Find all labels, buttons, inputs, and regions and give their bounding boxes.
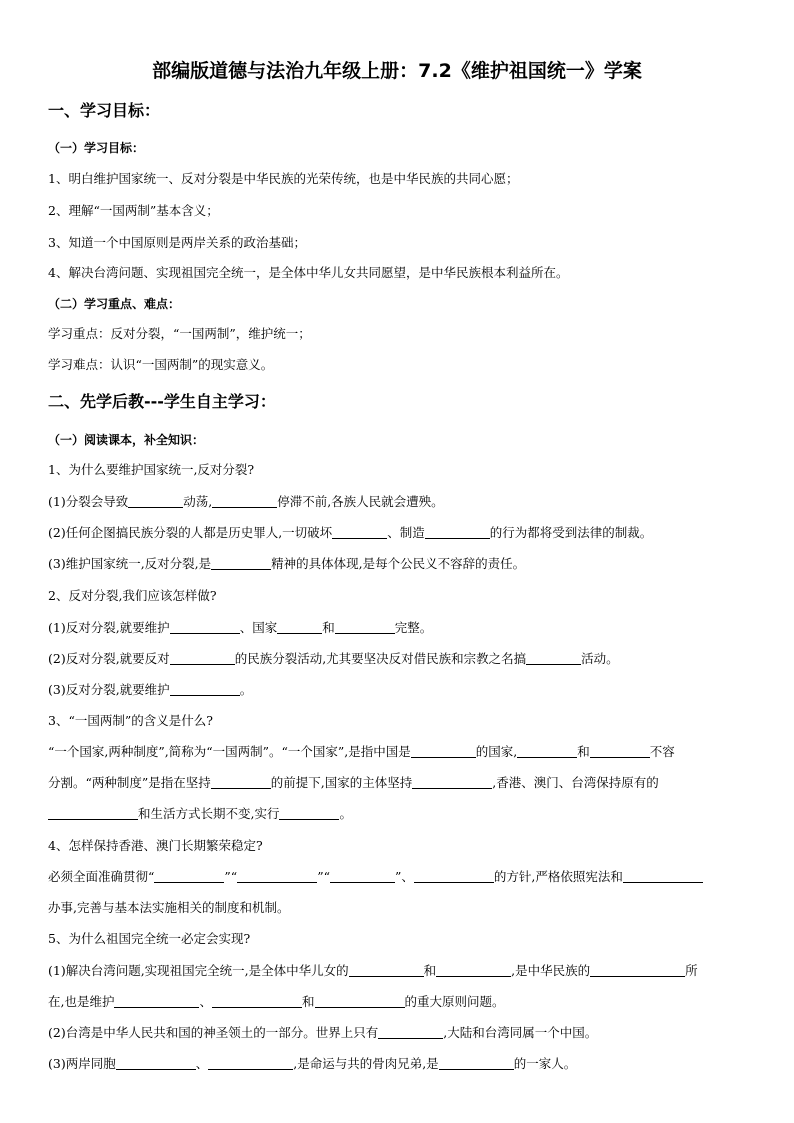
question-5-item-3: (3)两岸同胞 、 ,是命运与共的骨肉兄弟,是 的一家人。 — [48, 1056, 577, 1071]
fill-blank[interactable] — [590, 745, 650, 758]
question-1-item-3: (3)维护国家统一,反对分裂,是 精神的具体体现,是每个公民义不容辞的责任。 — [48, 556, 526, 571]
subheading-read-textbook: （一）阅读课本，补全知识： — [48, 433, 205, 447]
fill-blank[interactable] — [279, 807, 339, 820]
fill-blank[interactable] — [48, 807, 138, 820]
fill-blank[interactable] — [212, 995, 302, 1008]
fill-blank[interactable] — [211, 557, 271, 570]
fill-blank[interactable] — [208, 1057, 293, 1070]
fill-blank[interactable] — [116, 1057, 196, 1070]
goal-item-1: 1、明白维护国家统一、反对分裂是中华民族的光荣传统，也是中华民族的共同心愿； — [48, 171, 519, 186]
fill-blank[interactable] — [114, 995, 199, 1008]
question-4-line-2: 办事,完善与基本法实施相关的制度和机制。 — [48, 900, 290, 915]
question-3-line-2: 分割。“两种制度”是指在坚持 的前提下,国家的主体坚持 ,香港、澳门、台湾保持原有的 — [48, 775, 659, 790]
fill-blank[interactable] — [170, 683, 240, 696]
question-1: 1、为什么要维护国家统一,反对分裂? — [48, 462, 255, 477]
difficult-point-text: 学习难点：认识“一国两制”的现实意义。 — [48, 357, 274, 372]
fill-blank[interactable] — [378, 1026, 443, 1039]
fill-blank[interactable] — [212, 495, 277, 508]
fill-blank[interactable] — [170, 652, 235, 665]
question-4: 4、怎样保持香港、澳门长期繁荣稳定? — [48, 838, 263, 853]
question-3: 3、“一国两制”的含义是什么? — [48, 713, 213, 728]
question-5-item-1-cont: 在,也是维护 、 和 的重大原则问题。 — [48, 994, 505, 1009]
fill-blank[interactable] — [211, 776, 271, 789]
question-1-item-2: (2)任何企图搞民族分裂的人都是历史罪人,一切破坏 、制造 的行为都将受到法律的制裁。 — [48, 525, 653, 540]
fill-blank[interactable] — [411, 745, 476, 758]
subheading-key-points: （二）学习重点、难点： — [48, 297, 181, 311]
fill-blank[interactable] — [277, 621, 322, 634]
goal-item-2: 2、理解“一国两制”基本含义； — [48, 203, 219, 218]
fill-blank[interactable] — [128, 495, 183, 508]
fill-blank[interactable] — [436, 964, 511, 977]
fill-blank[interactable] — [332, 526, 387, 539]
key-point-text: 学习重点：反对分裂，“一国两制”，维护统一； — [48, 326, 311, 341]
question-2-item-3: (3)反对分裂,就要维护 。 — [48, 682, 253, 697]
question-4-line-1: 必须全面准确贯彻“ ”“ ”“ ”、 的方针,严格依照宪法和 — [48, 869, 703, 885]
page-title: 部编版道德与法治九年级上册：7.2《维护祖国统一》学案 — [152, 60, 642, 82]
fill-blank[interactable] — [623, 870, 703, 883]
fill-blank[interactable] — [412, 776, 492, 789]
fill-blank[interactable] — [237, 870, 317, 883]
goal-item-4: 4、解决台湾问题、实现祖国完全统一，是全体中华儿女共同愿望，是中华民族根本利益所在。 — [48, 265, 569, 280]
goal-item-3: 3、知道一个中国原则是两岸关系的政治基础； — [48, 235, 306, 250]
question-2-item-2: (2)反对分裂,就要反对 的民族分裂活动,尤其要坚决反对借民族和宗教之名搞 活动。 — [48, 651, 619, 666]
section-heading-self-study: 二、先学后教---学生自主学习： — [48, 392, 276, 411]
fill-blank[interactable] — [414, 870, 494, 883]
question-5-item-2: (2)台湾是中华人民共和国的神圣领土的一部分。世界上只有 ,大陆和台湾同属一个中国。 — [48, 1025, 598, 1040]
fill-blank[interactable] — [349, 964, 424, 977]
fill-blank[interactable] — [315, 995, 405, 1008]
question-1-item-1: (1)分裂会导致 动荡, 停滞不前,各族人民就会遭殃。 — [48, 494, 444, 509]
question-2-item-1: (1)反对分裂,就要维护 、国家 和 完整。 — [48, 620, 433, 635]
question-3-line-3: 和生活方式长期不变,实行 。 — [48, 806, 352, 822]
question-5-item-1: (1)解决台湾问题,实现祖国完全统一,是全体中华儿女的 和 ,是中华民族的 所 — [48, 963, 698, 978]
fill-blank[interactable] — [590, 964, 685, 977]
fill-blank[interactable] — [526, 652, 581, 665]
fill-blank[interactable] — [439, 1057, 514, 1070]
subheading-goals: （一）学习目标： — [48, 141, 145, 155]
question-5: 5、为什么祖国完全统一必定会实现? — [48, 931, 251, 946]
section-heading-goals: 一、学习目标： — [48, 101, 161, 120]
fill-blank[interactable] — [154, 870, 224, 883]
question-2: 2、反对分裂,我们应该怎样做? — [48, 588, 217, 603]
fill-blank[interactable] — [425, 526, 490, 539]
fill-blank[interactable] — [170, 621, 240, 634]
fill-blank[interactable] — [330, 870, 395, 883]
fill-blank[interactable] — [335, 621, 395, 634]
fill-blank[interactable] — [517, 745, 577, 758]
question-3-line-1: “一个国家,两种制度”,简称为“一国两制”。“一个国家”,是指中国是 的国家, 和 不容 — [48, 744, 675, 759]
